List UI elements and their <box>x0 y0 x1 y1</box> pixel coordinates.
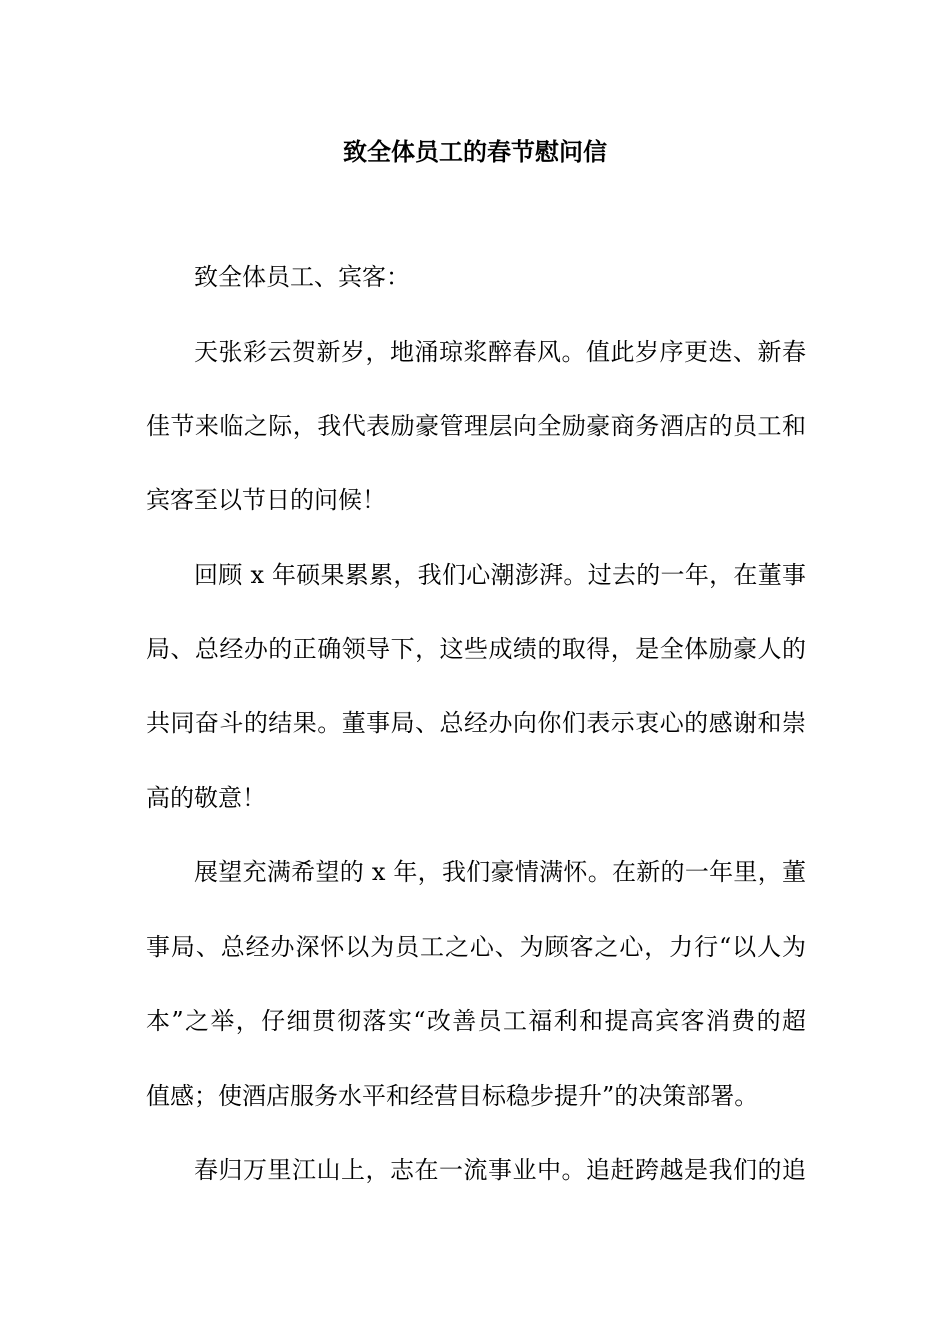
salutation: 致全体员工、宾客： <box>194 263 410 291</box>
paragraph-line: 天张彩云贺新岁，地涌琼浆醉春风。值此岁序更迭、新春 <box>194 338 806 366</box>
paragraph-line: 高的敬意！ <box>146 784 266 812</box>
paragraph-line: 共同奋斗的结果。董事局、总经办向你们表示衷心的感谢和崇 <box>146 709 806 737</box>
paragraph-line: 佳节来临之际，我代表励豪管理层向全励豪商务酒店的员工和 <box>146 412 806 440</box>
paragraph-line: 局、总经办的正确领导下，这些成绩的取得，是全体励豪人的 <box>146 635 806 663</box>
document-title: 致全体员工的春节慰问信 <box>343 137 607 166</box>
paragraph-line: 值感；使酒店服务水平和经营目标稳步提升”的决策部署。 <box>146 1082 759 1110</box>
paragraph-line: 本”之举，仔细贯彻落实“改善员工福利和提高宾客消费的超 <box>146 1007 806 1035</box>
paragraph-line: 展望充满希望的 x 年，我们豪情满怀。在新的一年里，董 <box>194 858 806 886</box>
paragraph-line: 回顾 x 年硕果累累，我们心潮澎湃。过去的一年，在董事 <box>194 561 806 589</box>
paragraph-line: 宾客至以节日的问候！ <box>146 486 386 514</box>
paragraph-line: 春归万里江山上，志在一流事业中。追赶跨越是我们的追 <box>194 1156 806 1184</box>
paragraph-line: 事局、总经办深怀以为员工之心、为顾客之心，力行“以人为 <box>146 933 806 961</box>
